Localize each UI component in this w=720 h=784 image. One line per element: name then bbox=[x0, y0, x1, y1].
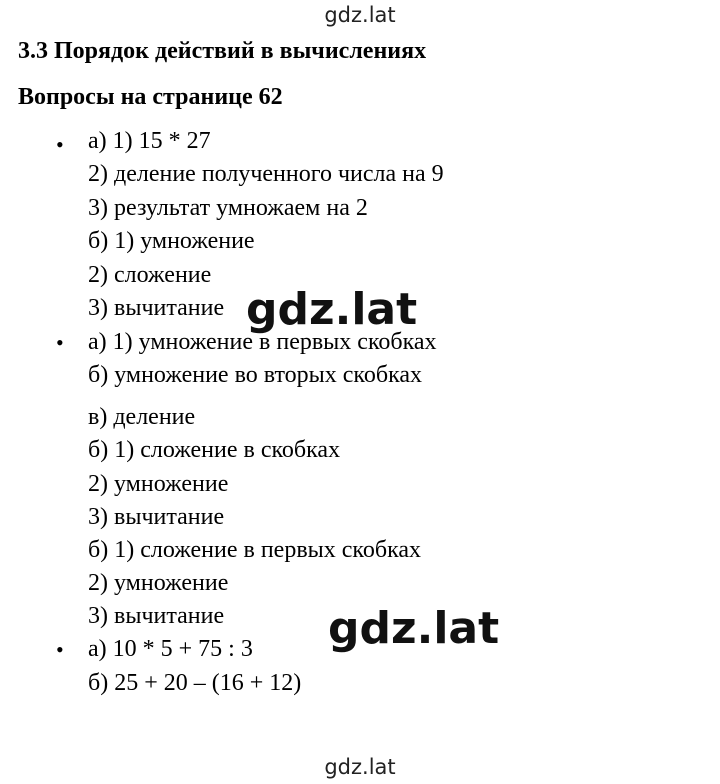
page-subtitle: Вопросы на странице 62 bbox=[18, 84, 283, 110]
answer-line: б) 1) сложение в скобках bbox=[88, 437, 341, 463]
answer-line: а) 1) 15 * 27 bbox=[88, 128, 211, 154]
answer-line: 2) сложение bbox=[88, 262, 212, 288]
answer-line: б) 25 + 20 – (16 + 12) bbox=[88, 670, 302, 696]
answer-line: в) деление bbox=[88, 404, 196, 430]
bullet-2: • bbox=[56, 330, 64, 355]
watermark-top: gdz.lat bbox=[324, 3, 396, 27]
answer-line: 3) вычитание bbox=[88, 603, 225, 629]
answer-line: б) 1) умножение bbox=[88, 228, 255, 254]
bullet-1: • bbox=[56, 132, 64, 157]
watermark-overlay: gdz.lat bbox=[328, 603, 500, 654]
watermark-bottom: gdz.lat bbox=[324, 755, 396, 779]
answer-line: 2) деление полученного числа на 9 bbox=[88, 161, 444, 187]
answer-line: б) умножение во вторых скобках bbox=[88, 362, 423, 388]
answer-line: 2) умножение bbox=[88, 471, 229, 497]
answer-line: а) 1) умножение в первых скобках bbox=[88, 329, 437, 355]
answer-line: 3) вычитание bbox=[88, 295, 225, 321]
watermark-overlay: gdz.lat bbox=[246, 284, 418, 335]
answer-line: 3) вычитание bbox=[88, 504, 225, 530]
answer-line: 3) результат умножаем на 2 bbox=[88, 195, 368, 221]
answer-line: 2) умножение bbox=[88, 570, 229, 596]
answer-line: а) 10 * 5 + 75 : 3 bbox=[88, 636, 253, 662]
bullet-3: • bbox=[56, 637, 64, 662]
section-title: 3.3 Порядок действий в вычислениях bbox=[18, 38, 427, 64]
answer-line: б) 1) сложение в первых скобках bbox=[88, 537, 422, 563]
